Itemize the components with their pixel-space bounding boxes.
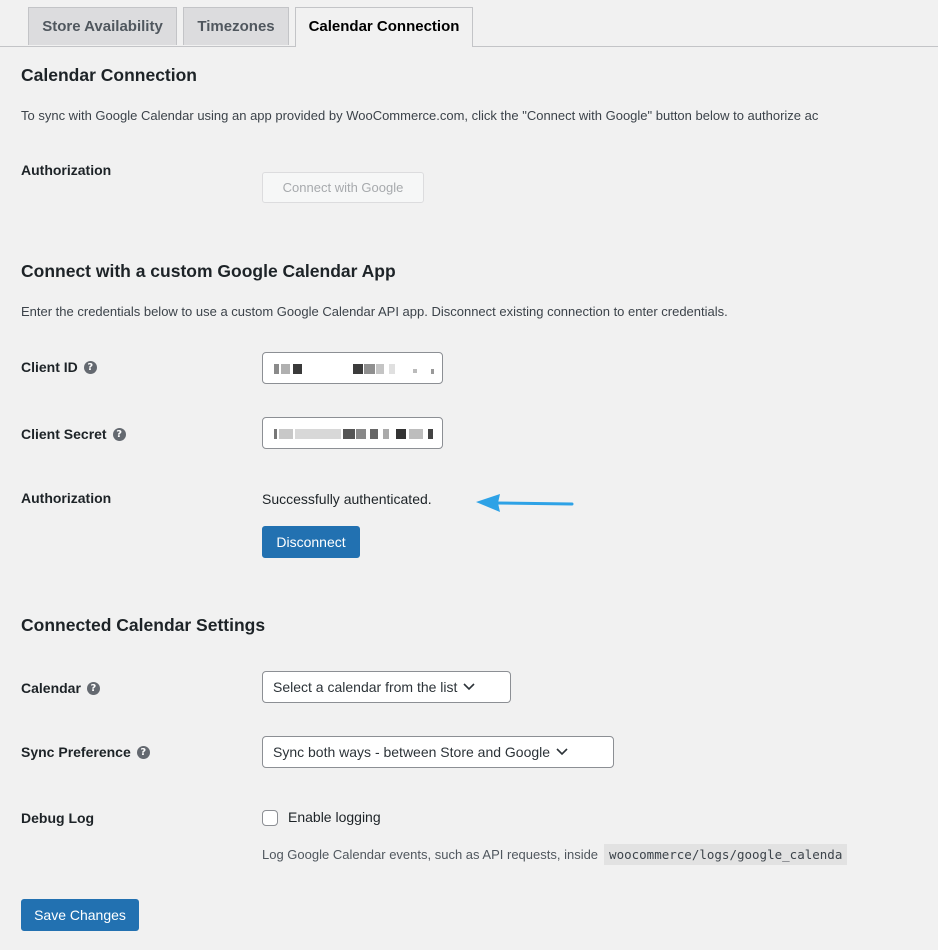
redacted-text <box>409 429 423 439</box>
sync-preference-select[interactable] <box>262 736 614 768</box>
enable-logging-checkbox[interactable] <box>262 810 278 826</box>
tab-calendar-connection[interactable]: Calendar Connection <box>295 7 473 47</box>
redacted-text <box>364 364 375 374</box>
redacted-text <box>431 369 434 374</box>
custom-authorization-label-text: Authorization <box>21 490 112 506</box>
debug-log-label-text: Debug Log <box>21 810 95 826</box>
redacted-text <box>274 364 279 374</box>
section-title-calendar-connection: Calendar Connection <box>21 65 197 85</box>
authorization-label <box>21 162 111 178</box>
disconnect-button[interactable]: Disconnect <box>262 526 360 558</box>
authentication-status: Successfully authenticated. <box>262 491 432 507</box>
redacted-text <box>353 364 363 374</box>
section-title-custom-app: Connect with a custom Google Calendar App <box>21 261 396 281</box>
calendar-label-text: Calendar <box>21 680 81 696</box>
redacted-text <box>376 364 384 374</box>
debug-log-description <box>262 844 847 865</box>
authorization-label-text: Authorization <box>21 162 112 178</box>
redacted-text <box>383 429 389 439</box>
custom-authorization-label <box>21 490 111 506</box>
sync-preference-select-value: Sync both ways - between Store and Google <box>273 744 551 760</box>
redacted-text <box>389 364 395 374</box>
question-circle-icon[interactable]: ? <box>87 682 100 695</box>
redacted-text <box>281 364 290 374</box>
redacted-text <box>295 429 341 439</box>
connect-with-google-button[interactable]: Connect with Google <box>262 172 424 203</box>
enable-logging-label[interactable]: Enable logging <box>288 809 381 825</box>
nav-tabs <box>0 0 938 47</box>
client-id-label <box>21 359 97 375</box>
arrow-left-icon <box>474 490 576 520</box>
calendar-select[interactable] <box>262 671 511 703</box>
redacted-text <box>293 364 302 374</box>
redacted-text <box>428 429 433 439</box>
redacted-text <box>396 429 406 439</box>
sync-preference-label-text: Sync Preference <box>21 744 131 760</box>
redacted-text <box>370 429 378 439</box>
sync-preference-label <box>21 744 150 760</box>
chevron-down-icon <box>463 683 475 691</box>
redacted-text <box>343 429 355 439</box>
chevron-down-icon <box>556 748 568 756</box>
client-secret-input[interactable] <box>262 417 443 449</box>
tab-store-availability[interactable]: Store Availability <box>28 7 177 45</box>
calendar-select-value: Select a calendar from the list <box>273 679 458 695</box>
debug-log-label <box>21 810 94 826</box>
save-changes-button[interactable]: Save Changes <box>21 899 139 931</box>
redacted-text <box>274 429 277 439</box>
log-path-code: woocommerce/logs/google_calenda <box>604 844 847 865</box>
question-circle-icon[interactable]: ? <box>137 746 150 759</box>
calendar-label <box>21 680 100 696</box>
redacted-text <box>356 429 366 439</box>
redacted-text <box>413 369 417 373</box>
tab-timezones[interactable]: Timezones <box>183 7 289 45</box>
client-id-label-text: Client ID <box>21 359 78 375</box>
redacted-text <box>279 429 293 439</box>
section-title-connected-settings: Connected Calendar Settings <box>21 615 266 635</box>
client-secret-label-text: Client Secret <box>21 426 107 442</box>
client-id-input[interactable] <box>262 352 443 384</box>
question-circle-icon[interactable]: ? <box>113 428 126 441</box>
client-secret-label <box>21 426 126 442</box>
calendar-connection-description: To sync with Google Calendar using an app provided by WooCommerce.com, click the "Connect with Google" button below to authorize ac <box>21 108 819 123</box>
custom-app-description: Enter the credentials below to use a custom Google Calendar API app. Disconnect existing connection to enter credentials. <box>21 304 728 319</box>
debug-log-description-text: Log Google Calendar events, such as API requests, inside <box>262 847 599 862</box>
question-circle-icon[interactable]: ? <box>84 361 97 374</box>
